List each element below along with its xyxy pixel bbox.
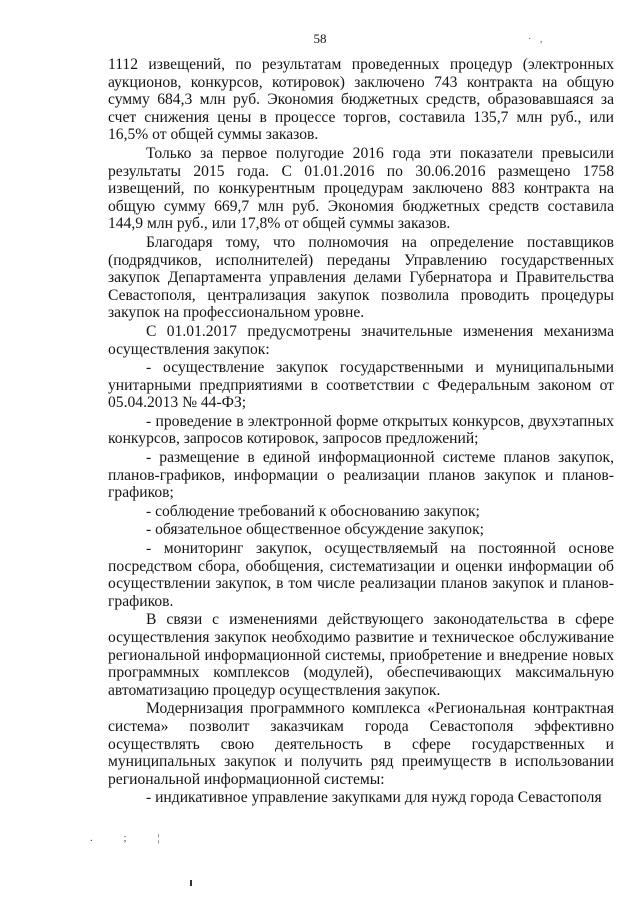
list-item: - размещение в единой информационной системе планов закупок, планов-графиков, информации о реализации планов закупок и планов-графиков; [108,449,614,502]
list-item: - соблюдение требований к обоснованию закупок; [146,502,480,520]
paragraph: 1112 извещений, по результатам проведенных процедур (электронных аукционов, конкурсов, котировок) заключено 743 контракта на общую сумму 684,3 млн руб. Экономия бюджетных средств, образовавшаяся за счет снижения цены в процессе торгов, составила 135,7 млн руб., или 16,5% от общей суммы заказов. [108,56,614,144]
paragraph: Только за первое полугодие 2016 года эти показатели превысили результаты 2015 года. С 01.01.2016 по 30.06.2016 размещено 1758 извещений, по конкурентным процедурам заключено 883 контракта на общую сумму 669,7 млн руб. Экономия бюджетных средств составила 144,9 млн руб., или 17,8% от общей суммы заказов. [108,144,614,233]
scan-mark [190,880,192,886]
list-item: - осуществление закупок государственными и муниципальными унитарными предприятиями в соответствии с Федеральным законом от 05.04.2013 № 44-ФЗ; [108,359,614,412]
scan-marks: . ; ¦ [90,832,174,844]
list-item: - проведение в электронной форме открытых конкурсов, двухэтапных конкурсов, запросов котировок, запросов предложений; [108,412,614,448]
page-number: 58 [313,31,327,46]
document-body [108,56,614,807]
list-item: - индикативное управление закупками для нужд города Севастополя [146,789,602,807]
paragraph: В связи с изменениями действующего законодательства в сфере осуществления закупок необходимо развитие и техническое обслуживание региональной информационной системы, приобретение и внедрение новых программных комплексов (модулей), обеспечивающих максимальную автоматизацию процедур осуществления закупок. [108,611,614,699]
paragraph: Модернизация программного комплекса «Региональная контрактная система» позволит заказчикам города Севастополя эффективно осуществлять свою деятельность в сфере государственных и муниципальных закупок и получить ряд преимуществ в использовании региональной информационной системы: [108,700,614,788]
paragraph: Благодаря тому, что полномочия на определение поставщиков (подрядчиков, исполнителей) переданы Управлению государственных закупок Департамента управления делами Губернатора и Правительства Севастополя, централизация закупок позволила проводить процедуры закупок на профессиональном уровне. [108,233,614,322]
paragraph: С 01.01.2017 предусмотрены значительные изменения механизма осуществления закупок: [108,322,614,358]
list-item: - обязательное общественное обсуждение закупок; [146,521,484,539]
list-item: - мониторинг закупок, осуществляемый на постоянной основе посредством сбора, обобщения, систематизации и оценки информации об осуществлении закупок, в том числе реализации планов закупок и планов-графиков. [108,540,614,610]
scan-marks: ·‚ [528,34,551,45]
